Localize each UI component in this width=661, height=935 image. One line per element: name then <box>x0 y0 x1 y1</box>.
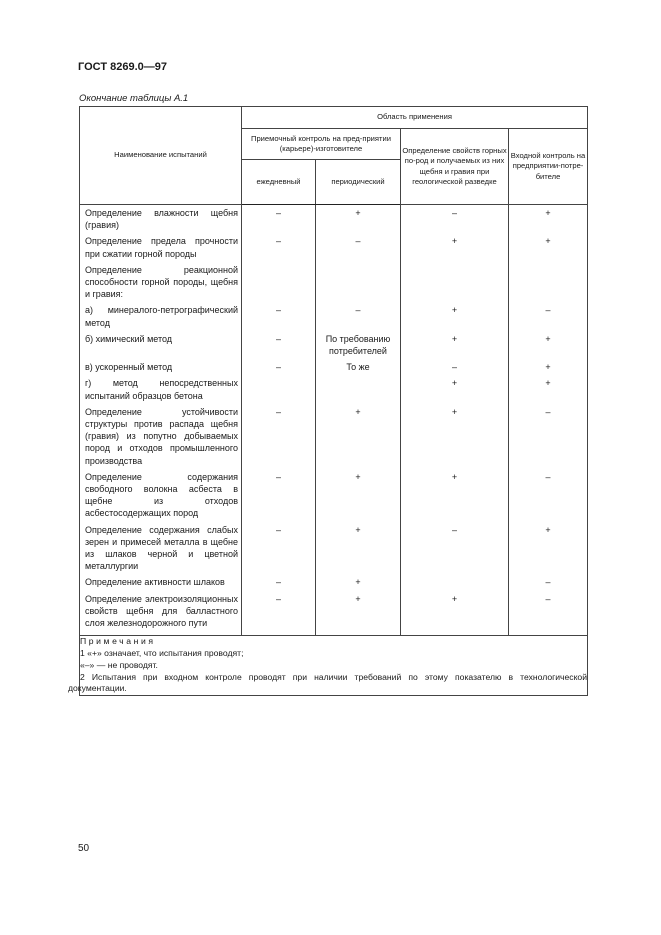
name-cell: г) метод непосредственных испытаний образцов бетона <box>80 375 242 403</box>
daily-cell: – <box>242 205 316 234</box>
table-body <box>80 205 588 636</box>
header-test-name: Наименование испытаний <box>80 107 242 205</box>
input-cell <box>509 262 588 303</box>
header-periodic: периодический <box>316 160 401 205</box>
periodic-cell: + <box>316 591 401 636</box>
periodic-cell: То же <box>316 359 401 375</box>
table-row <box>80 233 588 261</box>
notes-title: Примечания <box>80 636 156 647</box>
periodic-cell: + <box>316 574 401 590</box>
table-row <box>80 302 588 330</box>
periodic-cell: – <box>316 302 401 330</box>
geology-cell: + <box>401 302 509 330</box>
header-application-area: Область применения <box>242 107 588 129</box>
name-cell: Определение предела прочности при сжатии горной породы <box>80 233 242 261</box>
table-row <box>80 331 588 359</box>
name-cell: Определение реакционной способности горной породы, щебня и гравия: <box>80 262 242 303</box>
daily-cell: – <box>242 359 316 375</box>
header-acceptance-control: Приемочный контроль на пред-приятии (карьере)-изготовителе <box>242 129 401 160</box>
daily-cell <box>242 262 316 303</box>
table-row <box>80 522 588 575</box>
periodic-cell: + <box>316 469 401 522</box>
periodic-cell: По требованию потребителей <box>316 331 401 359</box>
geology-cell: + <box>401 469 509 522</box>
name-cell: Определение устойчивости структуры против распада щебня (гравия) из попутно добываемых пород и отходов промышленного производства <box>80 404 242 469</box>
notes-row <box>80 636 588 696</box>
geology-cell: + <box>401 375 509 403</box>
header-geology: Определение свойств горных по-род и получаемых из них щебня и гравия при геологической разведке <box>401 129 509 205</box>
geology-cell <box>401 574 509 590</box>
name-cell: Определение активности шлаков <box>80 574 242 590</box>
table-row <box>80 205 588 234</box>
header-input-control: Входной контроль на предприятии-потре-бителе <box>509 129 588 205</box>
daily-cell: – <box>242 469 316 522</box>
daily-cell: – <box>242 591 316 636</box>
table-row <box>80 591 588 636</box>
input-cell: + <box>509 233 588 261</box>
name-cell: Определение влажности щебня (гравия) <box>80 205 242 234</box>
daily-cell: – <box>242 574 316 590</box>
geology-cell: + <box>401 233 509 261</box>
table-row <box>80 469 588 522</box>
periodic-cell <box>316 375 401 403</box>
geology-cell: + <box>401 404 509 469</box>
table-row <box>80 262 588 303</box>
header-daily: ежедневный <box>242 160 316 205</box>
daily-cell: – <box>242 331 316 359</box>
standard-header: ГОСТ 8269.0—97 <box>78 61 167 73</box>
daily-cell: – <box>242 233 316 261</box>
input-cell: – <box>509 469 588 522</box>
input-cell: – <box>509 404 588 469</box>
geology-cell: – <box>401 522 509 575</box>
input-cell: + <box>509 359 588 375</box>
input-cell: – <box>509 591 588 636</box>
periodic-cell: + <box>316 522 401 575</box>
geology-cell: – <box>401 205 509 234</box>
notes-cell <box>68 636 588 696</box>
periodic-cell: – <box>316 233 401 261</box>
input-cell: + <box>509 522 588 575</box>
page-number: 50 <box>78 843 90 854</box>
input-cell: – <box>509 574 588 590</box>
geology-cell <box>401 262 509 303</box>
input-cell: + <box>509 331 588 359</box>
name-cell: Определение электроизоляционных свойств щебня для балластного слоя железнодорожного пути <box>80 591 242 636</box>
periodic-cell: + <box>316 205 401 234</box>
test-table <box>68 106 588 696</box>
table-row <box>80 574 588 590</box>
input-cell: – <box>509 302 588 330</box>
periodic-cell: + <box>316 404 401 469</box>
table-row <box>80 359 588 375</box>
daily-cell <box>242 375 316 403</box>
note-1: 1 «+» означает, что испытания проводят; <box>80 648 244 659</box>
geology-cell: + <box>401 591 509 636</box>
daily-cell: – <box>242 522 316 575</box>
name-cell: в) ускоренный метод <box>80 359 242 375</box>
geology-cell: – <box>401 359 509 375</box>
table-caption: Окончание таблицы А.1 <box>79 93 189 104</box>
name-cell: Определение содержания свободного волокна асбеста в щебне из отходов асбестосодержащих пород <box>80 469 242 522</box>
periodic-cell <box>316 262 401 303</box>
note-2: 2 Испытания при входном контроле проводят при наличии требований по этому показателю в технологической документации. <box>68 671 588 694</box>
name-cell: б) химический метод <box>80 331 242 359</box>
input-cell: + <box>509 205 588 234</box>
daily-cell: – <box>242 404 316 469</box>
note-1b: «–» — не проводят. <box>80 659 158 670</box>
table-row <box>80 404 588 469</box>
table-row <box>80 375 588 403</box>
daily-cell: – <box>242 302 316 330</box>
geology-cell: + <box>401 331 509 359</box>
name-cell: Определение содержания слабых зерен и примесей металла в щебне из шлаков черной и цветной металлургии <box>80 522 242 575</box>
input-cell: + <box>509 375 588 403</box>
name-cell: а) минералого-петрографический метод <box>80 302 242 330</box>
